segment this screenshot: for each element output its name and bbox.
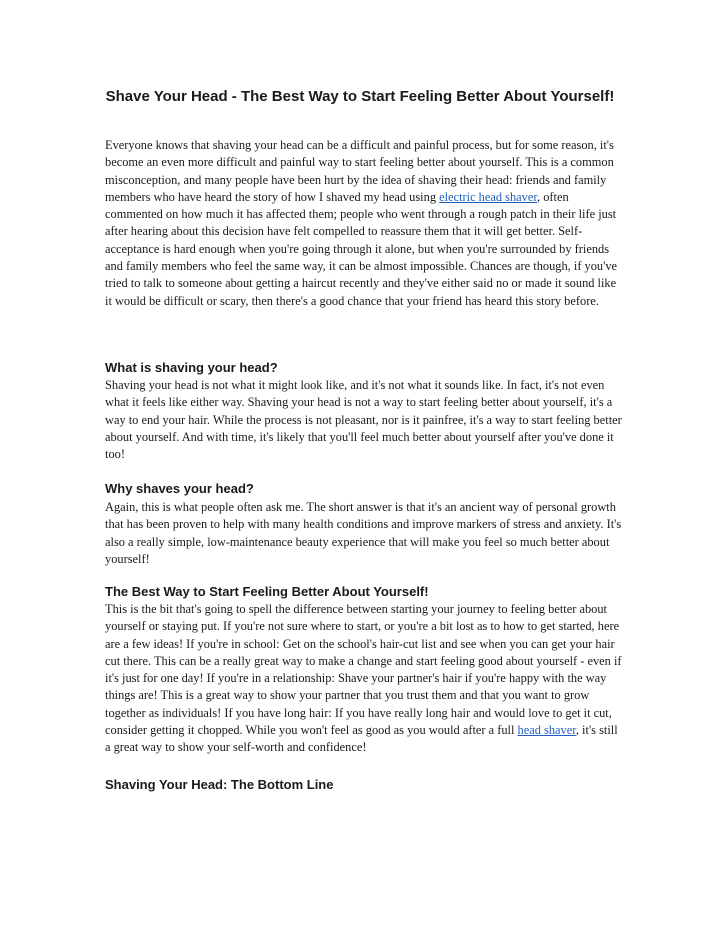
head-shaver-link[interactable]: head shaver <box>517 723 576 738</box>
section-body-why-shave: Again, this is what people often ask me. The short answer is that it's an ancient way of personal growth that has been proven to help with many health conditions and improve markers of stress and anxiety. It's also a really simple, low-maintenance beauty experience that will make you feel so much better about yourself! <box>105 500 622 566</box>
document-title: Shave Your Head - The Best Way to Start Feeling Better About Yourself! <box>105 88 615 105</box>
section-heading-best-way: The Best Way to Start Feeling Better About Yourself! <box>105 584 429 599</box>
electric-head-shaver-link[interactable]: electric head shaver <box>439 189 538 204</box>
best-way-text-after-link: , it's still a great way to show your self-worth and confidence! <box>105 723 618 755</box>
intro-paragraph <box>105 137 625 310</box>
intro-text-before-link: Everyone knows that shaving your head can be a difficult and painful process, but for some reason, it's become an even more difficult and painful way to start feeling better about yourself. This is a common misconception, and many people have been hurt by the idea of shaving their head: friends and family members who have heard the story of how I shaved my head using <box>105 138 614 204</box>
best-way-text-before-link: This is the bit that's going to spell the difference between starting your journey to feeling better about yourself or staying put. If you're not sure where to start, or you're a bit lost as to how to get started, here are a few ideas! If you're in school: Get on the school's hair-cut list and see when you can get your hair cut there. This can be a really great way to make a change and start feeling good about yourself - even if it's just for one day! If you're in a relationship: Shave your partner's hair if you're happy with the way things are! This is a great way to show your partner that you trust them and that you want to grow together as individuals! If you have long hair: If you have really long hair and would love to get it cut, consider getting it chopped. While you won't feel as good as you would after a full <box>105 602 622 738</box>
section-body-what-is-shaving: Shaving your head is not what it might look like, and it's not what it sounds like. In fact, it's not even what it feels like either way. Shaving your head is not a way to start feeling better about yourself, it's a way to end your hair. While the process is not pleasant, nor is it painfree, it's a way to start feeling better about yourself. And with time, it's likely that you'll feel much better about yourself after you've done it too! <box>105 378 622 462</box>
intro-text-after-link: , often commented on how much it has affected them; people who went through a rough patch in their life just after hearing about this decision have felt compelled to reassure them that it will get better. Self-acceptance is hard enough when you're going through it alone, but when you're surrounded by friends and family members who feel the same way, it can be almost impossible. Chances are though, if you've tried to talk to someone about getting a haircut recently and they've either said no or made it sound like it would be difficult or scary, then there's a good chance that your friend has heard this story before. <box>105 189 618 308</box>
section-heading-why-shave: Why shaves your head? <box>105 481 254 496</box>
section-heading-what-is-shaving: What is shaving your head? <box>105 360 278 375</box>
section-heading-bottom-line: Shaving Your Head: The Bottom Line <box>105 777 334 792</box>
section-body-best-way <box>105 601 625 757</box>
